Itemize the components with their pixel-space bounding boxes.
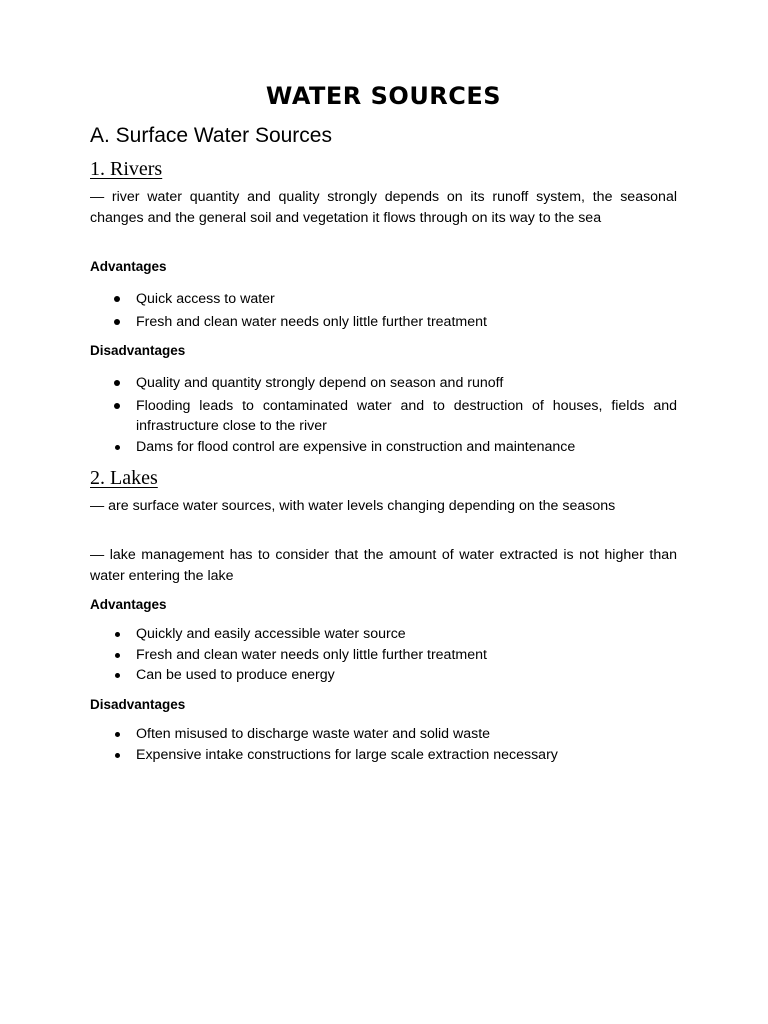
lakes-disadvantages-label: Disadvantages <box>90 697 186 712</box>
bullet-icon <box>114 296 120 302</box>
list-item <box>90 312 677 333</box>
rivers-advantages-list <box>90 289 677 332</box>
bullet-icon <box>115 753 120 758</box>
lakes-advantages-list <box>90 624 677 686</box>
bullet-icon <box>115 445 120 450</box>
list-item-text: Fresh and clean water needs only little further treatment <box>136 313 487 330</box>
list-item <box>90 724 677 745</box>
list-item-text: Quick access to water <box>136 291 275 307</box>
bullet-icon <box>114 319 120 325</box>
rivers-heading: 1. Rivers <box>90 158 163 180</box>
list-item-text: Can be used to produce energy <box>136 667 335 683</box>
bullet-icon <box>114 380 120 386</box>
rivers-disadvantages-label: Disadvantages <box>90 343 186 358</box>
list-item <box>90 396 677 437</box>
list-item-text: Fresh and clean water needs only little further treatment <box>136 646 487 663</box>
list-item <box>90 745 677 766</box>
list-item <box>90 645 677 666</box>
document-title: WATER SOURCES <box>265 82 502 110</box>
list-item-text: Quickly and easily accessible water source <box>136 626 406 642</box>
lakes-description-2: — lake management has to consider that the amount of water extracted is not higher than water entering the lake <box>90 547 677 584</box>
bullet-icon <box>115 632 120 637</box>
lakes-description-1: — are surface water sources, with water levels changing depending on the seasons <box>90 498 616 514</box>
bullet-icon <box>114 403 120 409</box>
bullet-icon <box>115 653 120 658</box>
lakes-disadvantages-list <box>90 724 677 765</box>
bullet-icon <box>115 732 120 737</box>
list-item-text: Dams for flood control are expensive in construction and maintenance <box>136 438 576 455</box>
list-item <box>90 665 677 686</box>
list-item <box>90 373 677 394</box>
rivers-description: — river water quantity and quality strongly depends on its runoff system, the seasonal changes and the general soil and vegetation it flows through on its way to the sea <box>90 189 677 226</box>
list-item-text: Flooding leads to contaminated water and to destruction of houses, fields and infrastructure close to the river <box>136 397 677 434</box>
list-item <box>90 437 677 458</box>
list-item <box>90 289 677 310</box>
list-item-text: Quality and quantity strongly depend on season and runoff <box>136 375 504 391</box>
rivers-disadvantages-list <box>90 373 677 457</box>
rivers-advantages-label: Advantages <box>90 259 167 274</box>
lakes-heading: 2. Lakes <box>90 467 158 489</box>
bullet-icon <box>115 673 120 678</box>
section-heading: A. Surface Water Sources <box>90 124 332 147</box>
lakes-advantages-label: Advantages <box>90 597 167 612</box>
list-item-text: Expensive intake constructions for large scale extraction necessary <box>136 746 558 763</box>
list-item-text: Often misused to discharge waste water and solid waste <box>136 726 491 742</box>
list-item <box>90 624 677 645</box>
